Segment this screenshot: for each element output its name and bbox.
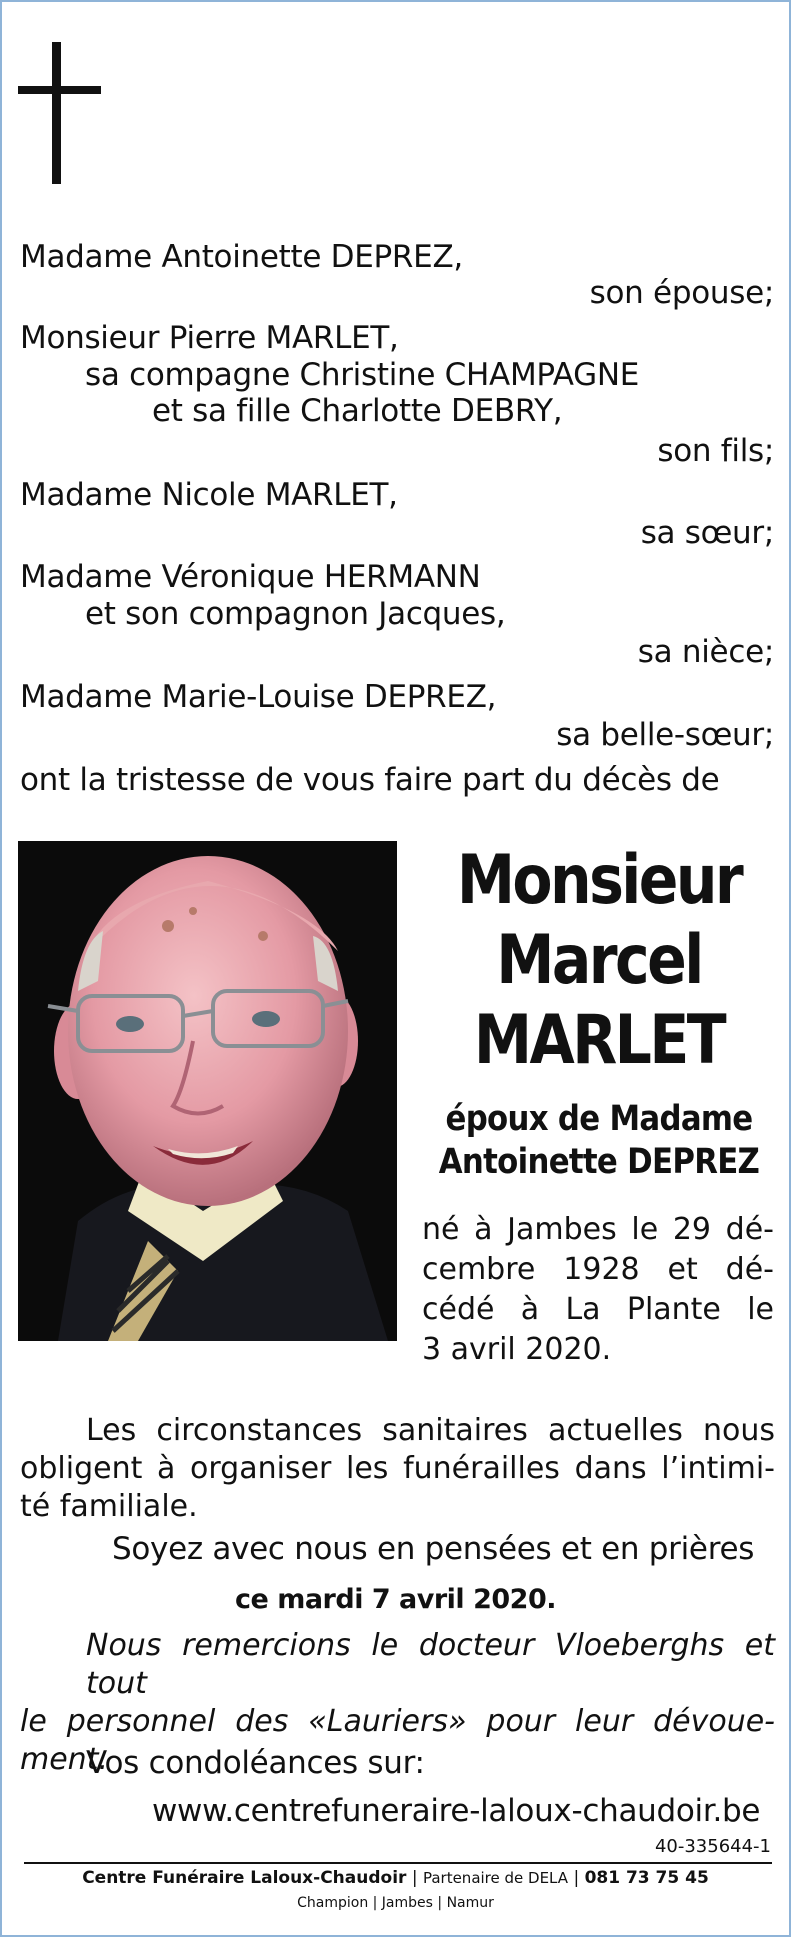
relation-belle-soeur: sa belle-sœur;	[556, 717, 774, 753]
relation-fils: son fils;	[657, 433, 774, 469]
circumstances-paragraph	[20, 1412, 775, 1526]
family-line-pierre: Monsieur Pierre MARLET,	[20, 320, 399, 356]
relation-epouse: son épouse;	[589, 275, 774, 311]
family-line-marie-louise: Madame Marie-Louise DEPREZ,	[20, 679, 497, 715]
deceased-last-name: MARLET	[473, 1001, 725, 1080]
spouse-line-1: époux de Madame	[445, 1099, 753, 1139]
circumstances-line-3: té familiale.	[20, 1489, 198, 1524]
life-line-4: 3 avril 2020.	[422, 1332, 612, 1367]
intro-line: ont la tristesse de vous faire part du décès de	[20, 762, 720, 798]
condolences-link[interactable]: www.centrefuneraire-laloux-chaudoir.be	[152, 1793, 761, 1829]
deceased-title: Monsieur	[456, 841, 742, 920]
thanks-line-3: ment.	[20, 1742, 108, 1777]
ceremony-date: ce mardi 7 avril 2020.	[234, 1584, 556, 1615]
reference-number: 40-335644-1	[654, 1836, 771, 1857]
thanks-line-1: Nous remercions le docteur Vloeberghs et tout	[86, 1628, 775, 1701]
footer-separator-2: |	[573, 1868, 580, 1888]
prayers-line: Soyez avec nous en pensées et en prières	[112, 1531, 755, 1567]
condolences-label: Vos condoléances sur:	[86, 1745, 425, 1781]
circumstances-line-1: Les circonstances sanitaires actuelles nous	[86, 1413, 775, 1448]
circumstances-line-2: obligent à organiser les funérailles dans l’intimi-	[20, 1451, 775, 1486]
footer-company: Centre Funéraire Laloux-Chaudoir	[82, 1868, 407, 1888]
thanks-line-2: le personnel des «Lauriers» pour leur dévoue-	[20, 1704, 775, 1739]
footer-separator-1: |	[411, 1868, 418, 1888]
life-line-3: cédé à La Plante le	[422, 1292, 774, 1327]
family-line-antoinette: Madame Antoinette DEPREZ,	[20, 239, 463, 275]
relation-niece: sa nièce;	[637, 634, 774, 670]
family-line-christine: sa compagne Christine CHAMPAGNE	[85, 357, 640, 393]
family-line-jacques: et son compagnon Jacques,	[85, 596, 506, 632]
life-line-1: né à Jambes le 29 dé-	[422, 1212, 774, 1247]
footer-divider	[24, 1862, 772, 1864]
footer-phone[interactable]: 081 73 75 45	[584, 1868, 709, 1888]
relation-soeur: sa sœur;	[640, 515, 774, 551]
footer-locations: Champion | Jambes | Namur	[297, 1895, 494, 1911]
family-line-nicole: Madame Nicole MARLET,	[20, 477, 398, 513]
family-line-veronique: Madame Véronique HERMANN	[20, 559, 481, 595]
portrait-illustration	[18, 841, 397, 1341]
life-line-2: cembre 1928 et dé-	[422, 1252, 774, 1287]
deceased-first-name: Marcel	[496, 921, 702, 1000]
family-line-charlotte: et sa fille Charlotte DEBRY,	[152, 393, 563, 429]
footer-info	[2, 1870, 789, 1887]
footer-partner: Partenaire de DELA	[422, 1869, 569, 1887]
spouse-line-2: Antoinette DEPREZ	[438, 1142, 760, 1182]
portrait-photo	[18, 841, 397, 1341]
life-dates	[422, 1210, 774, 1370]
